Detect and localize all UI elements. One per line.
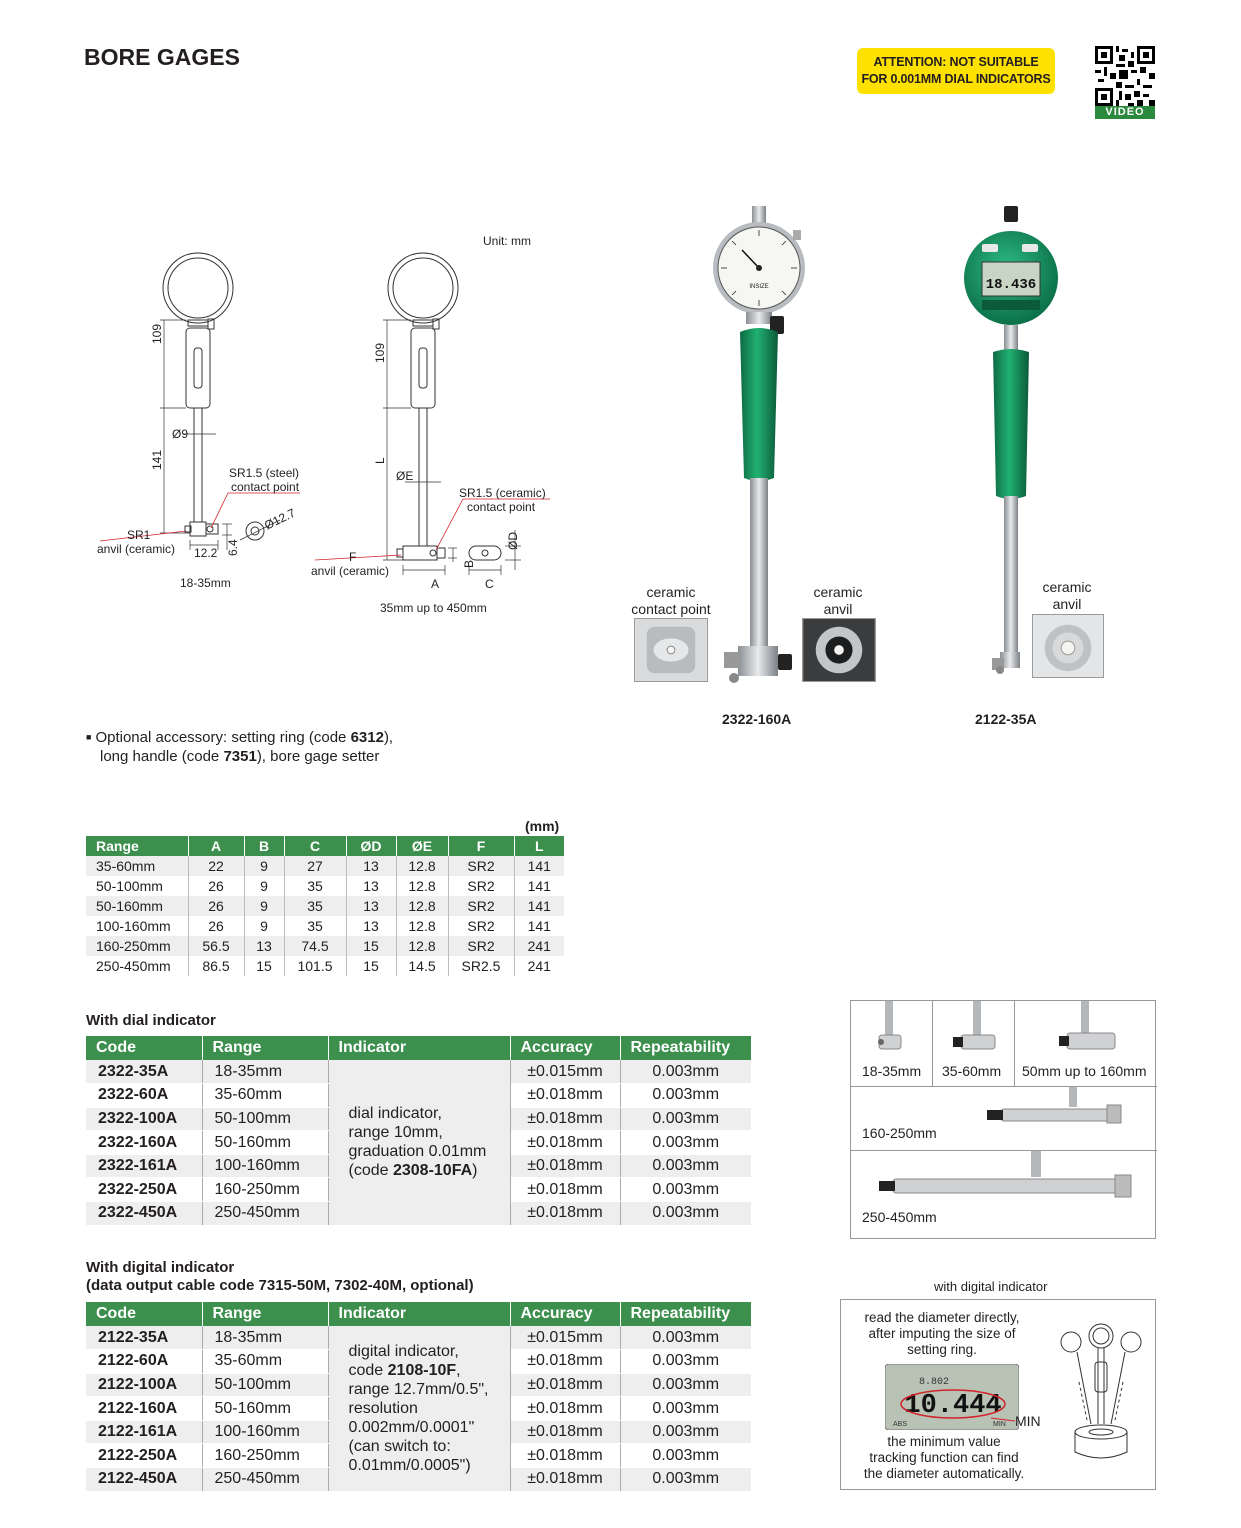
table-row: 2322-60A 35-60mm ±0.018mm 0.003mm (86, 1084, 751, 1108)
table-row: 2122-60A 35-60mm ±0.018mm 0.003mm (86, 1350, 751, 1374)
dim-table-header: Range A B C ØD ØE F L (86, 836, 564, 856)
unit-label: Unit: mm (483, 234, 531, 248)
model-label-2322-160A: 2322-160A (722, 711, 792, 727)
dim-L: L (373, 457, 387, 464)
dim-table-unit: (mm) (525, 818, 560, 834)
table-row: 250-450mm 86.5 15 101.5 15 14.5 SR2.5 241 (86, 956, 564, 976)
dim-141-left: 141 (150, 449, 164, 470)
table-row: 2322-450A 250-450mm ±0.018mm 0.003mm (86, 1202, 751, 1226)
dial-indicator-table (86, 1036, 751, 1226)
head-type-50-160: 50mm up to 160mm (1015, 1001, 1157, 1087)
head-type-18-35: 18-35mm (851, 1001, 933, 1087)
svg-text:8.802: 8.802 (919, 1377, 950, 1388)
attention-line1: ATTENTION: NOT SUITABLE (873, 55, 1039, 69)
head-types-box (850, 1000, 1156, 1239)
setting-ring-illustration (1053, 1320, 1149, 1464)
table-row: 35-60mm 22 9 27 13 12.8 SR2 141 (86, 856, 564, 876)
dial-indicator-desc: dial indicator, range 10mm, graduation 0.01mm (code 2308-10FA) (328, 1060, 510, 1225)
table-row: 2122-161A 100-160mm ±0.018mm 0.003mm (86, 1420, 751, 1444)
table-row: 2322-250A 160-250mm ±0.018mm 0.003mm (86, 1178, 751, 1202)
dia-12-7: Ø12.7 (262, 505, 298, 533)
digital-indicator-desc: digital indicator, code 2108-10F, range 12.7mm/0.5", resolution 0.002mm/0.0001" (can switch to: 0.01mm/0.0005") (328, 1326, 510, 1491)
code-7351: 7351 (223, 748, 257, 765)
range-18-35-label: 18-35mm (180, 576, 231, 590)
dial-brand-text: INSIZE (749, 284, 769, 290)
digital-box-caption: with digital indicator (934, 1279, 1048, 1294)
digital-feature-text-top: read the diameter directly, after imputing the size of setting ring. (864, 1310, 1020, 1357)
f-anvil-label: F anvil (ceramic) (311, 550, 390, 578)
table-row: 2322-100A 50-100mm ±0.018mm 0.003mm (86, 1107, 751, 1131)
table-row: 2122-100A 50-100mm ±0.018mm 0.003mm (86, 1373, 751, 1397)
attention-line2: FOR 0.001MM DIAL INDICATORS (861, 72, 1051, 86)
digital-feature-box (840, 1299, 1156, 1490)
dim-A: A (431, 577, 440, 591)
inset-contact-point (634, 618, 708, 682)
digital-reading-text: 18.436 (985, 277, 1037, 293)
svg-text:10.444: 10.444 (904, 1391, 1002, 1421)
inset-anvil-label: ceramic anvil (813, 584, 863, 617)
table-row: 2122-160A 50-160mm ±0.018mm 0.003mm (86, 1397, 751, 1421)
video-label[interactable]: VIDEO (1095, 106, 1155, 119)
table-row: 2122-450A 250-450mm ±0.018mm 0.003mm (86, 1468, 751, 1492)
dim-109-right: 109 (373, 342, 387, 363)
head-type-35-60: 35-60mm (933, 1001, 1015, 1087)
table-row: 2122-35A 18-35mm digital indicator, code 2108-10F, range 12.7mm/0.5", resolution 0.002mm/0.0001" (can switch to: 0.01mm/0.0005") ±0.015mm 0.003mm (86, 1326, 751, 1350)
table-row: 2322-160A 50-160mm ±0.018mm 0.003mm (86, 1131, 751, 1155)
min-label: MIN (1015, 1413, 1041, 1429)
inset-anvil-right (1032, 614, 1104, 678)
inset-contact-point-label: ceramic contact point (631, 584, 711, 617)
qr-code-icon[interactable] (1095, 46, 1155, 106)
code-6312: 6312 (350, 729, 384, 746)
table-row: 160-250mm 56.5 13 74.5 15 12.8 SR2 241 (86, 936, 564, 956)
dial-table-heading: With dial indicator (86, 1012, 216, 1029)
table-row: 100-160mm 26 9 35 13 12.8 SR2 141 (86, 916, 564, 936)
dim-B: B (462, 559, 476, 568)
head-type-250-450: 250-450mm (851, 1151, 1157, 1240)
inset-anvil (802, 618, 876, 682)
dia-9: Ø9 (172, 427, 189, 441)
table-row: 2322-161A 100-160mm ±0.018mm 0.003mm (86, 1154, 751, 1178)
dim-12-2: 12.2 (194, 546, 218, 560)
attention-badge (857, 48, 1055, 94)
sr-ceramic-label: SR1.5 (ceramic) contact point (459, 486, 546, 514)
dim-C: C (485, 577, 494, 591)
accessory-note: ■ Optional accessory: setting ring (code 6312), long handle (code 7351), bore gage setter (86, 729, 394, 765)
table-row: 50-160mm 26 9 35 13 12.8 SR2 141 (86, 896, 564, 916)
digital-feature-text-bottom: the minimum value tracking function can find the diameter automatically. (863, 1434, 1025, 1481)
svg-text:ABS: ABS (893, 1421, 908, 1428)
dim-6-4: 6.4 (226, 539, 240, 556)
sr-steel-label: SR1.5 (steel) contact point (229, 466, 300, 494)
page-title: BORE GAGES (84, 44, 240, 70)
dim-109-left: 109 (150, 323, 164, 344)
dia-D: ØD (506, 532, 520, 550)
digital-table-header: Code Range Indicator Accuracy Repeatability (86, 1302, 751, 1326)
inset-anvil-right-label: ceramic anvil (1042, 579, 1092, 612)
dial-bore-gage-photo (700, 200, 820, 690)
head-type-160-250: 160-250mm (851, 1087, 1157, 1151)
dia-E: ØE (396, 469, 414, 483)
table-row: 2322-35A 18-35mm dial indicator, range 10mm, graduation 0.01mm (code 2308-10FA) ±0.015mm 0.003mm (86, 1060, 751, 1084)
svg-text:MIN: MIN (993, 1421, 1006, 1428)
dial-table-header: Code Range Indicator Accuracy Repeatability (86, 1036, 751, 1060)
table-row: 50-100mm 26 9 35 13 12.8 SR2 141 (86, 876, 564, 896)
sr1-anvil-label: SR1 anvil (ceramic) (97, 528, 176, 556)
digital-indicator-table (86, 1302, 751, 1492)
digital-table-heading: With digital indicator (data output cable code 7315-50M, 7302-40M, optional) (86, 1259, 474, 1294)
range-35-450-label: 35mm up to 450mm (380, 601, 487, 615)
table-row: 2122-250A 160-250mm ±0.018mm 0.003mm (86, 1444, 751, 1468)
dimension-table (86, 836, 564, 976)
model-label-2122-35A: 2122-35A (975, 711, 1037, 727)
